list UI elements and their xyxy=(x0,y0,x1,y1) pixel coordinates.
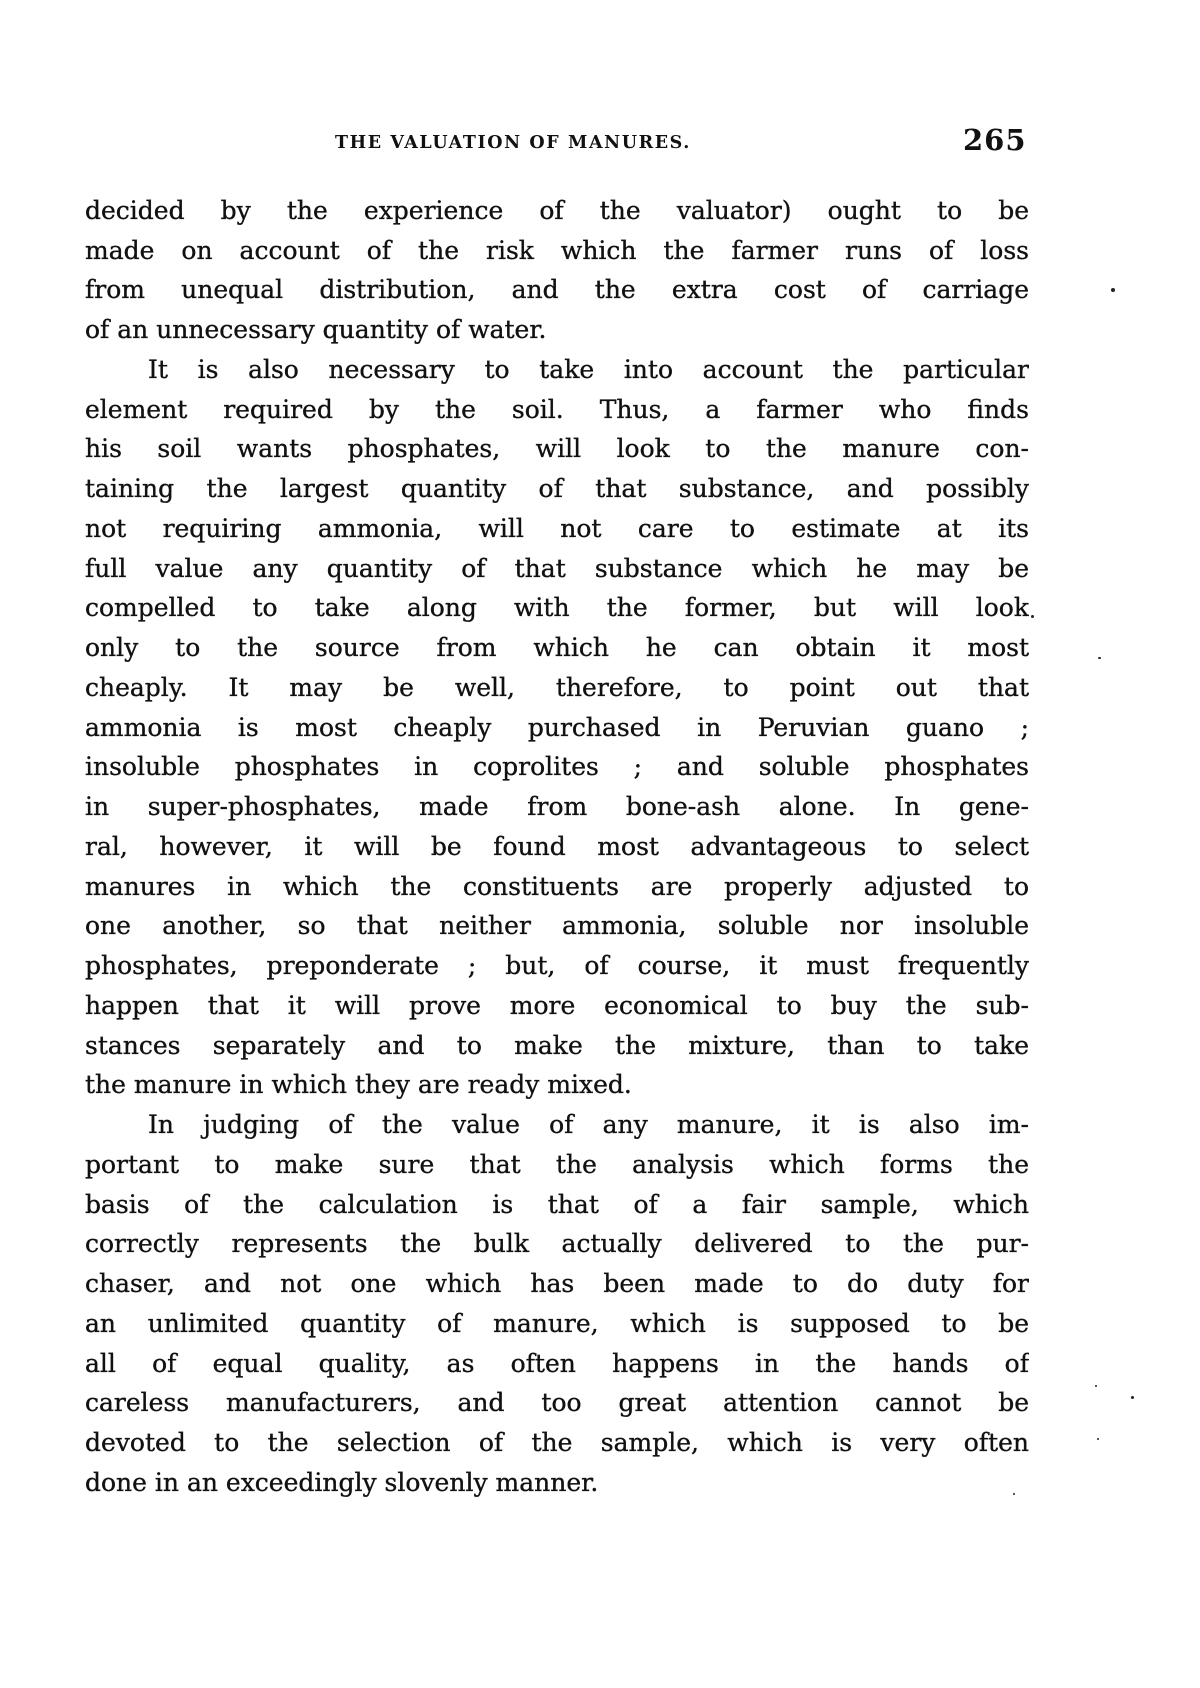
text-line: correctly represents the bulk actually delivered to the pur- xyxy=(85,1229,1029,1258)
text-line: manures in which the constituents are properly adjusted to xyxy=(85,872,1029,901)
text-line: It is also necessary to take into account the particular xyxy=(148,355,1029,384)
scan-speck xyxy=(1013,1493,1015,1495)
text-line: done in an exceedingly slovenly manner. xyxy=(85,1468,599,1497)
text-line: chaser, and not one which has been made to do duty for xyxy=(85,1269,1029,1298)
text-line: element required by the soil. Thus, a farmer who finds xyxy=(85,395,1029,424)
text-line: not requiring ammonia, will not care to estimate at its xyxy=(85,514,1029,543)
text-line: all of equal quality, as often happens in the hands of xyxy=(85,1349,1029,1378)
text-line: an unlimited quantity of manure, which is supposed to be xyxy=(85,1309,1029,1338)
text-line: portant to make sure that the analysis which forms the xyxy=(85,1150,1029,1179)
scan-speck xyxy=(1131,1396,1134,1399)
text-line: in super-phosphates, made from bone-ash alone. In gene- xyxy=(85,792,1029,821)
text-line: In judging of the value of any manure, it is also im- xyxy=(148,1110,1029,1139)
text-line: decided by the experience of the valuator) ought to be xyxy=(85,196,1029,225)
text-line: only to the source from which he can obtain it most xyxy=(85,633,1029,662)
text-line: careless manufacturers, and too great attention cannot be xyxy=(85,1388,1029,1417)
text-line: one another, so that neither ammonia, soluble nor insoluble xyxy=(85,911,1029,940)
running-head: THE VALUATION OF MANURES. xyxy=(335,133,691,153)
text-line: of an unnecessary quantity of water. xyxy=(85,315,547,344)
scan-speck xyxy=(1098,657,1101,659)
text-line: cheaply. It may be well, therefore, to point out that xyxy=(85,673,1029,702)
text-line: compelled to take along with the former, but will look xyxy=(85,593,1029,622)
text-line: basis of the calculation is that of a fair sample, which xyxy=(85,1190,1029,1219)
text-line: devoted to the selection of the sample, which is very often xyxy=(85,1428,1029,1457)
scan-speck xyxy=(1111,288,1115,292)
text-line: phosphates, preponderate ; but, of course, it must frequently xyxy=(85,951,1029,980)
text-line: insoluble phosphates in coprolites ; and soluble phosphates xyxy=(85,752,1029,781)
text-line: from unequal distribution, and the extra cost of carriage xyxy=(85,275,1029,304)
text-line: happen that it will prove more economical to buy the sub- xyxy=(85,991,1029,1020)
scan-speck xyxy=(1095,1385,1097,1387)
text-line: ammonia is most cheaply purchased in Peruvian guano ; xyxy=(85,713,1029,742)
text-line: his soil wants phosphates, will look to the manure con- xyxy=(85,434,1029,463)
text-line: the manure in which they are ready mixed. xyxy=(85,1070,632,1099)
text-line: full value any quantity of that substance which he may be xyxy=(85,554,1029,583)
scan-speck xyxy=(1097,1438,1099,1440)
text-line: taining the largest quantity of that substance, and possibly xyxy=(85,474,1029,503)
text-line: ral, however, it will be found most advantageous to select xyxy=(85,832,1029,861)
scan-speck xyxy=(1031,615,1034,618)
text-line: made on account of the risk which the farmer runs of loss xyxy=(85,236,1029,265)
text-line: stances separately and to make the mixture, than to take xyxy=(85,1031,1029,1060)
page-number: 265 xyxy=(963,123,1027,157)
